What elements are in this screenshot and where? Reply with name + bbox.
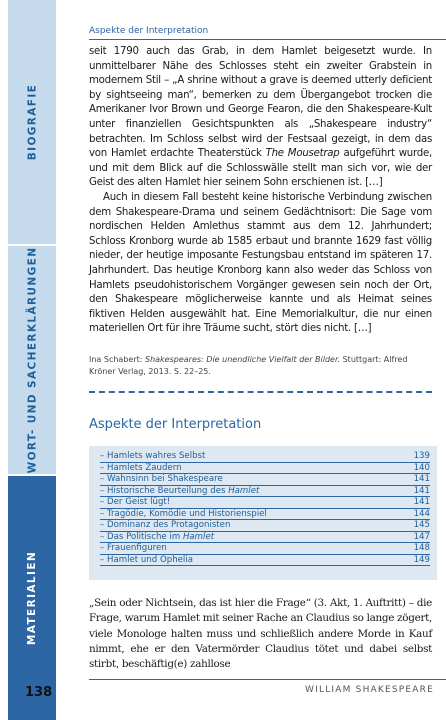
sidebar-tab-label: MATERIALIEN [26,550,39,646]
paragraph [89,45,432,191]
toc-item[interactable] [100,532,430,544]
toc-item-label: – Tragödie, Komödie und Historienspiel [100,508,267,519]
toc-item-label: – Wahnsinn bei Shakespeare [100,474,223,485]
source-citation [89,354,432,378]
toc-item-label-text: – Das Politische im [100,531,183,542]
toc-item-italic: Hamlet [182,531,215,542]
toc-item-page: 139 [413,451,430,462]
toc-item-page: 141 [413,497,430,508]
citation-author: Ina Schabert: [89,355,145,364]
toc-item-page: 140 [413,462,430,473]
toc-item-page: 145 [413,520,430,531]
toc-item[interactable] [100,486,430,498]
running-head: Aspekte der Interpretation [89,26,209,36]
footer-divider [89,679,446,680]
toc-item-page: 149 [413,554,430,565]
sidebar-tab-wort-und-sacherklaerungen[interactable] [8,246,56,474]
toc-item-page: 148 [413,543,430,554]
toc-item-label: – Hamlets wahres Selbst [100,451,206,462]
section-title: Aspekte der Interpretation [89,417,262,432]
toc-item-label: – Hamlets Zaudern [100,462,182,473]
paragraph-text: aufgeführt wurde, und mit dem Blick auf die Schlosswälle stellt man sich vor, wie der Geist des alten Hamlet hier seinem Sohn erschienen ist. […] [89,148,432,189]
toc-item-label: – Der Geist lügt! [100,497,171,508]
toc-item-label: – Frauenfiguren [100,543,167,554]
page-number: 138 [25,685,53,700]
bottom-text [89,596,432,672]
sidebar-tab-label: BIOGRAFIE [26,83,38,161]
toc-item-italic: Hamlet [228,485,260,496]
toc-item[interactable] [100,474,430,486]
paragraph: Auch in diesem Fall besteht keine historische Verbindung zwischen dem Shakespeare-Drama und seinem Gedächtnisort: Die Sage vom nordischen Helden Amlethus stammt aus dem 12. Jahrhundert; Schloss Kronborg wurde ab 1585 erbaut und brannte 1629 fast völlig nieder, der heutige imposante Festungsbau entstand im späteren 17. Jahrhundert. Das heutige Kronborg kann also weder das Schloss von Hamlets pseudohistorischem Vorgänger gewesen sein noch der Ort, den Shakespeare möglicherweise kannte und als Heimat seines fiktiven Helden ausgewählt hat. Eine Memorialkultur, die nur einen materiellen Ort für ihre Träume sucht, stört dies nicht. […] [89,191,432,335]
sidebar-tab-label: WORT- UND SACHERKLÄRUNGEN [26,246,38,474]
header-divider [89,39,446,40]
body-text [89,45,432,337]
section-divider [89,391,432,393]
paragraph-text: seit 1790 auch das Grab, in dem Hamlet beigesetzt wurde. In unmittelbarer Nähe des Schlosses steht ein zweiter Grabstein in modernem Stil – „A shrine without a grave is deemed utterly deficient by sightseeing man“, bemerken zu dem Übergangebot trocken die Amerikaner Ivor Brown und George Fearon, die den Shakespeare-Kult unter finanziellen Gesichtspunkten als „Shakespeare industry“ betrachten. Im Schloss selbst wird der Festsaal gezeigt, in dem das von Hamlet erdachte Theaterstück [89,46,432,160]
toc-item-page: 141 [413,485,430,496]
citation-publisher: Stuttgart: Alfred Kröner Verlag, 2013. S. 22–25. [89,355,408,376]
toc-item-page: 144 [413,508,430,519]
toc-item[interactable] [100,555,430,567]
paragraph: „Sein oder Nichtsein, das ist hier die Frage“ (3. Akt, 1. Auftritt) – die Frage, warum Hamlet mit seiner Rache an Claudius so lange zögert, viele Monologe halten muss und schließlich andere Morde in Kauf nimmt, ehe er den Vatermörder Claudius tötet und dabei selbst stirbt, beschäftig(e) zahllose [89,597,432,671]
toc-item[interactable] [100,451,430,463]
toc-list [100,451,430,566]
footer-book-title: WILLIAM SHAKESPEARE [305,685,434,695]
toc-item[interactable] [100,497,430,509]
sidebar-tab-materialien[interactable] [8,476,56,720]
toc-item-label: – Hamlet und Ophelia [100,554,193,565]
toc-item-label: – Dominanz des Protagonisten [100,520,231,531]
toc-item[interactable] [100,509,430,521]
toc-item-label-text: – Historische Beurteilung des [100,485,229,496]
toc-item[interactable] [100,520,430,532]
toc-item[interactable] [100,463,430,475]
toc-item[interactable] [100,543,430,555]
toc-item-label [100,486,259,496]
citation-title: Shakespeares: Die unendliche Vielfalt der Bilder. [145,355,341,364]
play-title: The Mousetrap [265,148,340,160]
toc-item-page: 141 [413,474,430,485]
toc-item-page: 147 [413,531,430,542]
toc-item-label [100,532,214,542]
sidebar [0,0,56,720]
sidebar-tab-biografie[interactable] [8,0,56,244]
